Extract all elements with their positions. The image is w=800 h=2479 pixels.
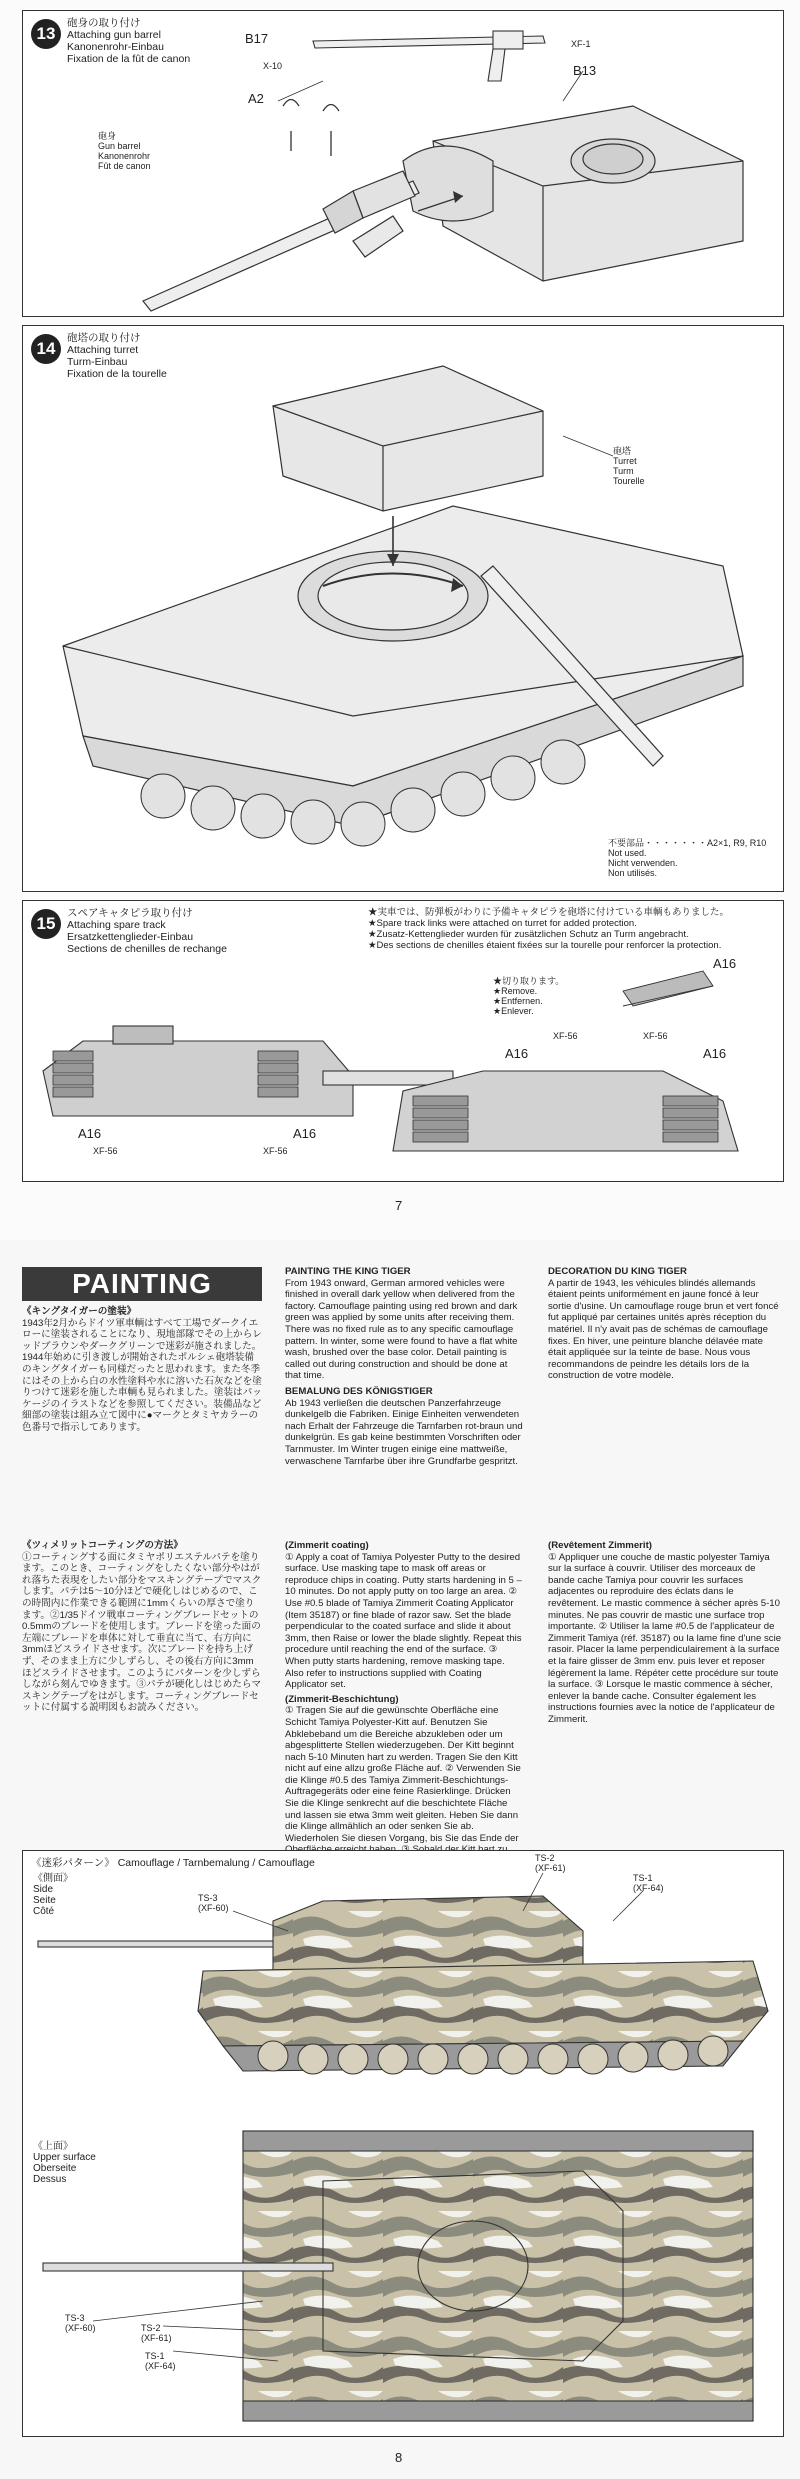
upper-view-label — [33, 2141, 96, 2185]
en-heading: PAINTING THE KING TIGER — [285, 1266, 411, 1277]
gun-barrel-label-jp: 砲身 — [98, 131, 117, 141]
color-xf56-label-rear-left: XF-56 — [553, 1031, 578, 1041]
part-b13-label: B13 — [573, 63, 597, 78]
part-a2-label: A2 — [248, 91, 264, 106]
part-b17-label: B17 — [245, 31, 269, 46]
part-a16-label-rear-left: A16 — [505, 1046, 529, 1061]
step-15-number: 15 — [31, 909, 61, 939]
color-xf1-label: XF-1 — [571, 39, 591, 49]
zimmerit-jp-en-column — [22, 1540, 262, 1714]
color-xf56-label-rear-right: XF-56 — [643, 1031, 668, 1041]
side-ts3-sub: (XF-60) — [198, 1903, 229, 1913]
side-ts3: TS-3 — [198, 1893, 218, 1903]
fr-zimmerit-heading: (Revêtement Zimmerit) — [548, 1540, 652, 1551]
color-xf56-label-mid: XF-56 — [263, 1146, 288, 1156]
spare-track-part-drawing — [623, 971, 713, 1006]
part-a16-label-mid: A16 — [293, 1126, 317, 1141]
side-label-en: Side — [33, 1884, 54, 1895]
page-number-8: 8 — [395, 2450, 403, 2465]
de-zimmerit-body: ① Tragen Sie auf die gewünschte Oberfläche eine Schicht Tamiya Polyester-Kitt auf. Benutzen Sie Abklebeband um die Bereiche abzukleben oder um abgesplitterte Stellen wiederzugeben. Der Kitt beginnt nach 5-10 Minuten hart zu werden. Tragen Sie den Kitt nicht auf eine allzu große Fläche auf. ② Verwenden Sie die Klinge #0.5 des Tamiya Zimmerit-Beschichtungs-Auftragegeräts oder eine feine Rasierklinge. Drücken Sie die Klinge senkrecht auf die beschichtete Fläche und lassen sie etwa 3mm weit gleiten. Heben Sie dann die Klinge allmählich an oder senken Sie ab. Wiederholen Sie diesen Vorgang, bis Sie das Ende der — [285, 1705, 521, 1844]
zimmerit-en-de-column — [285, 1540, 525, 1891]
top-ts1-sub: (XF-64) — [145, 2361, 176, 2371]
top-ts2-sub: (XF-61) — [141, 2333, 172, 2343]
unused-en: Not used. — [608, 848, 647, 858]
remove-en: ★Remove. — [493, 986, 538, 996]
side-label-fr: Côté — [33, 1906, 55, 1917]
side-ts2-label — [535, 1853, 566, 1873]
step-13-title-en: Attaching gun barrel — [67, 29, 161, 41]
side-ts2-sub: (XF-61) — [535, 1863, 566, 1873]
step-13-title-de: Kanonenrohr-Einbau — [67, 41, 164, 53]
top-ts1-label — [145, 2351, 176, 2371]
jp-body: 1943年2月からドイツ軍車輌はすべて工場でダークイエローに塗装されることになり、現地部隊でその上からレッドブラウンやダークグリーンで迷彩が施されました。1944年始めに引き渡しが開始されたポルシェ砲塔装備のキングタイガーも同様だったと思われます。また冬季にはその上から白の水性塗料や水に溶いた石灰などを塗りつけて迷彩を施した車輌も見られました。塗装はパッケージのイラストなどを参照してください。装備品など細部の塗装は組み立て図中に●マークとタミヤカラーの色番号で指示してあります。 — [22, 1317, 262, 1433]
camouflage-title: 《迷彩パターン》 Camouflage / Tarnbemalung / Camouflage — [31, 1857, 315, 1869]
step-13-title-jp: 砲身の取り付け — [67, 17, 141, 29]
turret-label — [613, 446, 645, 486]
color-xf56-label-left: XF-56 — [93, 1146, 118, 1156]
step-14-title-fr: Fixation de la tourelle — [67, 368, 167, 380]
remove-jp: ★切り取ります。 — [493, 976, 565, 986]
unused-parts-label — [608, 838, 766, 878]
part-a16-label-top: A16 — [713, 956, 737, 971]
remove-fr: ★Enlever. — [493, 1006, 534, 1016]
jp-intro-column — [22, 1306, 262, 1434]
top-ts3-sub: (XF-60) — [65, 2323, 96, 2333]
painting-title: PAINTING — [22, 1267, 262, 1301]
jp-zimmerit-body: ①コーティングする面にタミヤポリエステルパテを塗ります。このとき、コーティングをしたくない部分やはがれ落ちた表現をしたい部分をマスキングテープでマスクします。パテは5〜10分ほどで硬化しはじめるので、この時間内に作業できる範囲に1mmくらいの厚さで塗ります。②1/35ドイツ戦車コーティングブレードセットの0.5mmのブレードを使用します。ブレードを塗った面の左端にブレードを車体に対して垂直に当て、右方向に3mmほどスライドさせます。次にブレードを持ち上げず、そのまま上方に少しずらし、その後右方向に3mmほどスライドさせます。このようにパターンを少しずらしながら刻んでゆきます。③パテが硬化しはじめたらマスキングテープをはがします。コーティングブレードセットに付属する説明図もお読みください。 — [22, 1551, 262, 1714]
remove-de: ★Entfernen. — [493, 996, 543, 1006]
gun-barrel-label-en: Gun barrel — [98, 141, 141, 151]
step-13-number: 13 — [31, 19, 61, 49]
upper-label-en: Upper surface — [33, 2152, 96, 2163]
top-ts2: TS-2 — [141, 2323, 161, 2333]
turret-side-drawing — [43, 1026, 453, 1116]
remove-label — [493, 976, 564, 1016]
upper-label-fr: Dessus — [33, 2174, 67, 2185]
part-a16-label-left: A16 — [78, 1126, 102, 1141]
step-14-title-de: Turm-Einbau — [67, 356, 128, 368]
step-14-illustration — [23, 326, 783, 891]
step-15-title-de: Ersatzkettenglieder-Einbau — [67, 931, 194, 943]
step-14-number: 14 — [31, 334, 61, 364]
en-zimmerit-heading: (Zimmerit coating) — [285, 1540, 369, 1551]
side-label-jp: 《側面》 — [33, 1873, 73, 1884]
fr-body: A partir de 1943, les véhicules blindés allemands étaient peints uniformément en jaune foncé à leur sortie d'usine. Un camouflage rouge brun et vert foncé fut appliqué par certaines unités après réception du matériel. Il n'y avait pas de schémas de camouflage fixes. En hiver, une peinture blanche délavée mate était appliquée sur la teinte de base. Nous vous recommandons de peindre les détails lors de la construction de votre modèle. — [548, 1277, 779, 1382]
gun-barrel-label-de: Kanonenrohr — [98, 151, 151, 161]
top-ts1: TS-1 — [145, 2351, 165, 2361]
step-15-title-en: Attaching spare track — [67, 919, 166, 931]
side-view-tank — [38, 1896, 768, 2071]
step-15-note-jp: ★実車では、防弾板がわりに予備キャタピラを砲塔に付けている車輌もありました。 — [368, 907, 730, 918]
jp-zimmerit-heading: 《ツィメリットコーティングの方法》 — [22, 1540, 183, 1551]
side-ts1: TS-1 — [633, 1873, 653, 1883]
turret-label-en: Turret — [613, 456, 637, 466]
step-13-panel — [22, 10, 784, 317]
step-14-title-jp: 砲塔の取り付け — [67, 332, 141, 344]
side-ts1-label — [633, 1873, 664, 1893]
de-heading: BEMALUNG DES KÖNIGSTIGER — [285, 1385, 433, 1397]
side-ts2: TS-2 — [535, 1853, 555, 1863]
camouflage-panel — [22, 1850, 784, 2437]
side-ts3-label — [198, 1893, 229, 1913]
step-15-note-fr: ★Des sections de chenilles étaient fixées sur la tourelle pour renforcer la protection. — [368, 940, 722, 951]
en-intro-column — [285, 1266, 525, 1467]
fr-heading: DECORATION DU KING TIGER — [548, 1266, 687, 1277]
step-14-title-en: Attaching turret — [67, 344, 139, 356]
step-14-panel — [22, 325, 784, 892]
step-15-title-jp: スペアキャタピラ取り付け — [67, 907, 193, 919]
fr-intro-column — [548, 1266, 782, 1382]
turret-label-jp: 砲塔 — [613, 446, 632, 456]
color-x10-label: X-10 — [263, 61, 283, 71]
turret-label-fr: Tourelle — [613, 476, 645, 486]
top-view-tank — [43, 2131, 753, 2421]
step-15-illustration — [23, 901, 783, 1181]
gun-barrel-drawing — [143, 171, 419, 311]
jp-heading: 《キングタイガーの塗装》 — [22, 1306, 137, 1317]
step-15-panel — [22, 900, 784, 1182]
step-15-title-fr: Sections de chenilles de rechange — [67, 943, 227, 955]
upper-label-de: Oberseite — [33, 2163, 77, 2174]
side-label-de: Seite — [33, 1895, 56, 1906]
side-ts1-sub: (XF-64) — [633, 1883, 664, 1893]
unused-fr: Non utilisés. — [608, 868, 658, 878]
camouflage-illustration — [23, 1851, 783, 2436]
step-15-note-de: ★Zusatz-Kettenglieder wurden für zusätzlichen Schutz an Turm angebracht. — [368, 929, 689, 940]
en-body: From 1943 onward, German armored vehicles were finished in overall dark yellow when delivered from the factory. Camouflage painting using red brown and dark green was applied by some units after receiving them. There was no fixed rule as to any specific camouflage pattern. In winter, some were found to have a flat white wash, brushed over the base color. Detail painting is called out during construction and should be done at that time. — [285, 1277, 518, 1382]
de-zimmerit-heading: (Zimmerit-Beschichtung) — [285, 1693, 399, 1705]
part-a16-label-rear-right: A16 — [703, 1046, 727, 1061]
tank-hull-drawing — [63, 366, 743, 826]
gun-barrel-label-fr: Fût de canon — [98, 161, 151, 171]
turret-label-de: Turm — [613, 466, 634, 476]
page-8 — [0, 1240, 800, 2479]
zimmerit-fr-column — [548, 1540, 782, 1726]
page-number-7: 7 — [395, 1198, 403, 1213]
top-ts3: TS-3 — [65, 2313, 85, 2323]
de-body: Ab 1943 verließen die deutschen Panzerfahrzeuge dunkelgelb die Fabriken. Einige Einheiten verwendeten nach Erhalt der Fahrzeuge die Tarnfarben rot-braun und dunkelgrün. Es gab keine bestimmten Vorschriften oder Tarnmuster. Im Winter trugen einige eine mattweiße, verwaschene Tarnfarbe über ihre Grundfarbe gespritzt. — [285, 1397, 523, 1467]
top-ts2-label — [141, 2323, 172, 2343]
step-13-title-fr: Fixation de la fût de canon — [67, 53, 191, 65]
fr-zimmerit-body: ① Appliquer une couche de mastic polyester Tamiya sur la surface à couvrir. Utiliser des morceaux de bande cache Tamiya pour couvrir les surfaces adjacentes ou reproduire des éclats dans le revêtement. Le mastic commence à sécher après 5-10 minutes. Ne pas couvrir de mastic une surface trop importante. ② Utiliser la lame #0.5 de l'applicateur de Zimmerit Tamiya (réf. 35187) ou la lame fine d'une scie rasoir. Placer la lame perpendiculairement à la surface et la faire glisser de 3mm env. puis lever et reposer légèrement la lame. Répéter cette procédure sur toute la surface. ③ Lorsque le mastic commence à sécher, enlever la bande cache. Consulter également les instructions fournies avec la notice de l'applicateur de Zimmerit. — [548, 1551, 782, 1725]
en-zimmerit-body: ① Apply a coat of Tamiya Polyester Putty to the desired surface. Use masking tape to mask off areas or reproduce chips in coating. Putty starts hardening in 5 – 10 minutes. Do not apply putty on too large an area. ② Use #0.5 blade of Tamiya Zimmerit Coating Applicator (Item 35187) or fine blade of razor saw. Set the blade perpendicular to the coated surface and slide it about 3mm, then Raise or lower the blade slightly. Repeat this procedure until reaching the end of the surface. ③ When putty starts hardening, remove masking tape. Also refer to instructions supplied with Coating Applicator set. — [285, 1551, 522, 1691]
upper-label-jp: 《上面》 — [33, 2141, 73, 2152]
top-ts3-label — [65, 2313, 96, 2333]
unused-de: Nicht verwenden. — [608, 858, 678, 868]
gun-barrel-label — [98, 131, 151, 171]
unused-parts-list: 不要部品・・・・・・・A2×1, R9, R10 — [608, 838, 767, 848]
step-15-note-en: ★Spare track links were attached on turret for added protection. — [368, 918, 637, 929]
